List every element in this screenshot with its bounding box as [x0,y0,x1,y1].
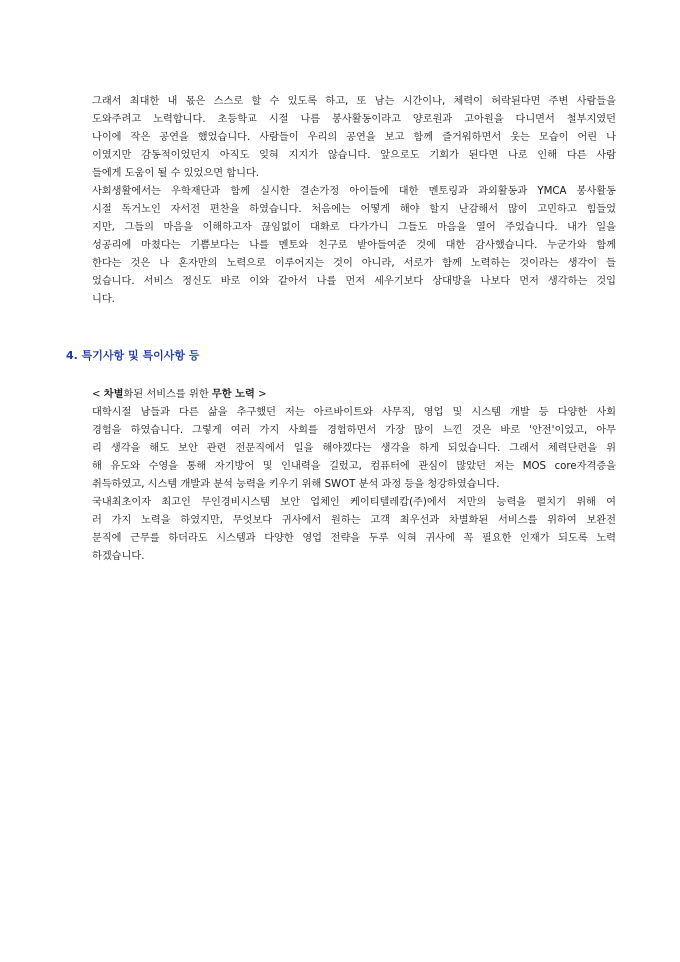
text-line: 시절 독거노인 자서전 편찬을 하였습니다. 처음에는 어떻게 해야 할지 난감해서 많이 고민하고 힘들었 [92,204,616,215]
text-line: 하겠습니다. [92,551,145,562]
text-line: 니다. [92,294,115,305]
paragraph-experience [92,404,616,494]
text-line: 그래서 최대한 내 몫은 스스로 할 수 있도록 하고, 또 남는 시간이나, 체력이 허락된다면 주변 사람들을 [92,96,616,107]
section-heading: 4. 특기사항 및 특이사항 등 [66,349,200,362]
text-line: 국내최초이자 최고인 무인경비시스템 보안 업체인 케이티텔레캅(주)에서 저만의 능력을 펼치기 위해 여 [92,497,616,508]
text-line: 사회생활에서는 우학재단과 함께 실시한 결손가정 아이들에 대한 멘토링과 과외활동과 YMCA 봉사활동 [92,186,616,197]
subheading-open: < [92,389,104,400]
paragraph-commitment [92,494,616,566]
text-line: 들에게 도움이 될 수 있었으면 합니다. [92,168,260,179]
text-line: 한다는 것은 나 혼자만의 노력으로 이루어지는 것이 아니라, 서로가 함께 노력하는 것이라는 생각이 들 [92,258,616,269]
section-subheading [92,386,267,404]
paragraph-helping-others [92,93,616,183]
subheading-bold-1: 차별 [103,389,124,400]
text-line: 경험을 하였습니다. 그렇게 여러 가지 사회를 경험하면서 가장 많이 느낀 것은 바로 '안전'이었고, 아무 [92,425,616,436]
text-line: 도와주려고 노력합니다. 초등학교 시절 나름 봉사활동이라고 양로원과 고아원을 다니면서 철부지였던 [92,114,616,125]
special-notes-body [92,404,616,566]
paragraph-mentoring [92,183,616,309]
text-line: 이였지만 감동적이었던지 아직도 잊혀 지지가 않습니다. 앞으로도 기회가 된다면 나로 인해 다른 사람 [92,150,616,161]
text-line: 문직에 근무를 하더라도 시스템과 다양한 영업 전략을 두루 익혀 귀사에 꼭 필요한 인재가 되도록 노력 [92,533,616,544]
subheading-mid: 화된 서비스를 위한 [123,389,212,400]
subheading-bold-2: 무한 노력 [211,389,255,400]
text-line: 리 생각을 해도 보안 관련 전문직에서 일을 해야겠다는 생각을 하게 되었습니다. 그래서 체력단련을 위 [92,443,616,454]
subheading-close: > [254,389,267,400]
text-line: 었습니다. 서비스 정신도 바로 이와 같아서 나를 먼저 세우기보다 상대방을 나보다 먼저 생각하는 것입 [92,276,616,287]
text-line: 성공리에 마쳤다는 기쁨보다는 나를 멘토와 친구로 받아들여준 것에 대한 감사했습니다. 누군가와 함께 [92,240,616,251]
text-line: 나이에 작은 공연을 했었습니다. 사람들이 우리의 공연을 보고 함께 즐거워하면서 웃는 모습이 어린 나 [92,132,616,143]
text-line: 러 가지 노력을 하였지만, 무엇보다 귀사에서 원하는 고객 최우선과 차별화된 서비스를 위하여 보완전 [92,515,616,526]
text-line: 대학시절 남들과 다른 삶을 추구했던 저는 아르바이트와 사무직, 영업 및 시스템 개발 등 다양한 사회 [92,407,616,418]
text-line: 취득하였고, 시스템 개발과 분석 능력을 키우기 위해 SWOT 분석 과정 등을 청강하였습니다. [92,479,500,490]
intro-paragraph [92,93,616,309]
text-line: 지만, 그들의 마음을 이해하고자 끊임없이 대화로 다가가니 그들도 마음을 열어 주었습니다. 내가 일을 [92,222,616,233]
text-line: 해 유도와 수영을 통해 자기방어 및 인내력을 길렀고, 컴퓨터에 관심이 많았던 저는 MOS core자격증을 [92,461,616,472]
